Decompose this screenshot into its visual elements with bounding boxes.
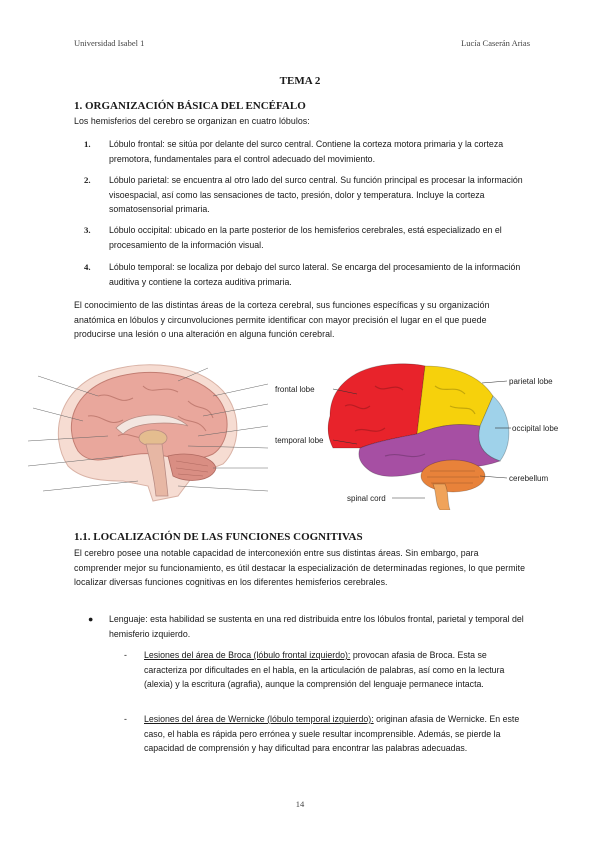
list-item <box>84 260 528 289</box>
list-item <box>84 173 528 217</box>
list-number: 4. <box>84 262 91 272</box>
sub-text <box>144 712 528 756</box>
label-parietal-lobe: parietal lobe <box>509 377 553 386</box>
brain-sagittal-figure <box>28 356 268 506</box>
page-title: TEMA 2 <box>279 75 321 87</box>
list-number: 1. <box>84 139 91 149</box>
label-occipital-lobe: occipital lobe <box>512 424 559 433</box>
sub-rest: provocan afasia de Broca. Esta se caracteriza por dificultades en el habla, en la articulación de palabras, así como en la lectura (alexia) y la escritura (agrafia), aunque la comprensión del lenguaje permanece intacta. <box>144 650 505 689</box>
section1-intro: Los hemisferios del cerebro se organizan en cuatro lóbulos: <box>74 116 310 126</box>
page-number: 14 <box>295 799 305 809</box>
label-spinal-cord: spinal cord <box>347 494 386 503</box>
list-number: 2. <box>84 175 91 185</box>
sub-item <box>124 712 528 756</box>
list-text: Lóbulo parietal: se encuentra al otro lado del surco central. Su función principal es procesar la información visoespacial, así como las sensaciones de tacto, presión, dolor y temperatura. Incluye la corteza somatosensorial primaria. <box>109 175 523 214</box>
bullet-text: Lenguaje: esta habilidad se sustenta en una red distribuida entre los lóbulos frontal, parietal y temporal del hemisferio izquierdo. <box>109 614 524 639</box>
sub-text <box>144 648 528 692</box>
section2-intro: El cerebro posee una notable capacidad de interconexión entre sus distintas áreas. Sin embargo, para comprender mejor su funcionamiento, es útil destacar la especialización de determinadas regiones, lo que permite localizar diversas funciones cognitivas en los diferentes hemisferios cerebrales. <box>74 548 526 587</box>
sub-underlined: Lesiones del área de Broca (lóbulo frontal izquierdo): <box>144 650 351 660</box>
list-item <box>84 137 528 166</box>
bullet-item <box>84 612 528 641</box>
sub-item <box>124 648 528 692</box>
label-temporal-lobe: temporal lobe <box>275 436 324 445</box>
section1-closing: El conocimiento de las distintas áreas de la corteza cerebral, sus funciones específicas y su organización anatómica en lóbulos y circunvoluciones permite identificar con mayor precisión el lugar en el que puede producirse una lesión o una alteración en alguna función cerebral. <box>74 300 490 339</box>
sub-rest: originan afasia de Wernicke. En este caso, el habla es rápida pero errónea y suele resultar incomprensible. Además, se pierde la capacidad de comprensión y hay dificultad para encontrar las palabras adecuadas. <box>144 714 520 753</box>
list-item <box>84 223 528 252</box>
section-heading-1: 1. ORGANIZACIÓN BÁSICA DEL ENCÉFALO <box>74 100 306 112</box>
list-number: 3. <box>84 225 91 235</box>
list-text: Lóbulo frontal: se sitúa por delante del surco central. Contiene la corteza motora primaria y la corteza premotora, fundamentales para el control adecuado del movimiento. <box>109 139 504 164</box>
sub-underlined: Lesiones del área de Wernicke (lóbulo temporal izquierdo): <box>144 714 374 724</box>
header-left: Universidad Isabel 1 <box>74 38 145 48</box>
cerebellum-shape <box>421 460 485 492</box>
label-frontal-lobe: frontal lobe <box>275 385 315 394</box>
bullet-dot-icon: ● <box>88 614 94 624</box>
sub-dash: - <box>124 714 127 724</box>
section-heading-1-1: 1.1. LOCALIZACIÓN DE LAS FUNCIONES COGNITIVAS <box>74 531 363 543</box>
brain-lobes-figure <box>275 356 565 510</box>
list-text: Lóbulo temporal: se localiza por debajo del surco lateral. Se encarga del procesamiento de la información auditiva y contiene la corteza auditiva primaria. <box>109 262 521 287</box>
list-text: Lóbulo occipital: ubicado en la parte posterior de los hemisferios cerebrales, está especializado en el procesamiento de la información visual. <box>109 225 502 250</box>
label-cerebellum: cerebellum <box>509 474 549 483</box>
header-right: Lucía Caserán Arias <box>461 38 530 48</box>
sub-dash: - <box>124 650 127 660</box>
